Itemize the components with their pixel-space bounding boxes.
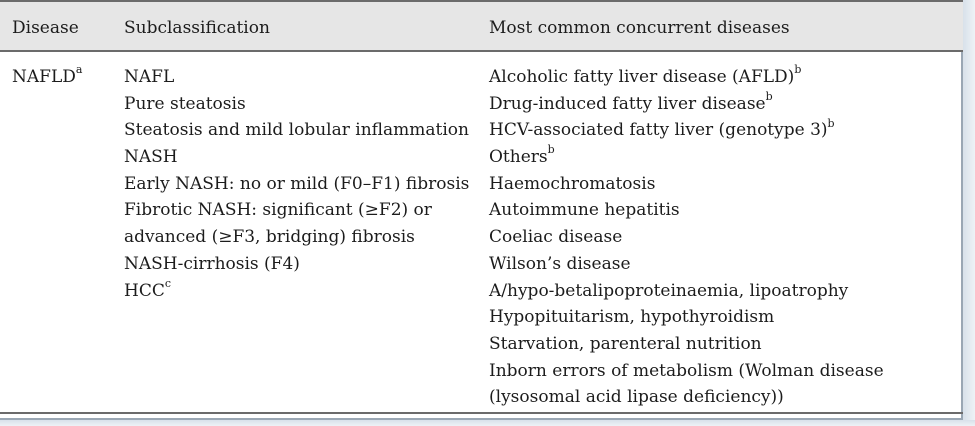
concurrent-disease-item (489, 331, 884, 358)
concurrent-disease-item-footnote-mark: b (765, 90, 773, 104)
header-disease: Disease (12, 18, 79, 38)
concurrent-disease-item-footnote-mark: b (794, 63, 802, 77)
concurrent-disease-item (489, 224, 884, 251)
disease-footnote-mark: a (75, 63, 83, 77)
concurrent-disease-item-text: Coeliac disease (489, 227, 623, 248)
subclassification-item-text: Pure steatosis (124, 93, 246, 114)
concurrent-disease-item-text: Hypopituitarism, hypothyroidism (489, 307, 775, 328)
concurrent-diseases-cell (489, 64, 884, 411)
subclassification-item-text: NAFL (124, 67, 175, 87)
header-concurrent-diseases: Most common concurrent diseases (489, 18, 790, 38)
concurrent-disease-item (489, 144, 884, 171)
subclassification-item-text: Fibrotic NASH: significant (≥F2) or (124, 200, 432, 221)
concurrent-disease-item (489, 171, 884, 198)
subclassification-item (124, 278, 469, 305)
concurrent-disease-item-text: A/hypo-betalipoproteinaemia, lipoatrophy (489, 280, 849, 301)
disease-cell (12, 64, 82, 91)
table-bottom-rule (0, 412, 963, 414)
concurrent-disease-item (489, 251, 884, 278)
subclassification-item-text: HCC (124, 280, 165, 301)
subclassification-item-text: NASH-cirrhosis (F4) (124, 253, 300, 274)
subclassification-item-footnote-mark: c (164, 276, 172, 290)
frame-shadow-right (963, 0, 975, 426)
concurrent-disease-item-text: HCV-associated fatty liver (genotype 3) (489, 120, 828, 141)
concurrent-disease-item (489, 197, 884, 224)
concurrent-disease-item-text: (lysosomal acid lipase deficiency)) (489, 387, 784, 408)
subclassification-item-text: Steatosis and mild lobular inflammation (124, 120, 469, 141)
disease-name (12, 64, 82, 91)
concurrent-disease-item (489, 358, 884, 385)
concurrent-disease-item-text: Drug-induced fatty liver disease (489, 93, 766, 114)
subclassification-item (124, 144, 469, 171)
concurrent-disease-item-text: Others (489, 147, 548, 168)
header-subclassification: Subclassification (124, 18, 270, 38)
concurrent-disease-item (489, 384, 884, 411)
subclassification-item (124, 91, 469, 118)
subclassification-item (124, 224, 469, 251)
subclassification-item-text: Early NASH: no or mild (F0–F1) fibrosis (124, 173, 470, 194)
concurrent-disease-item (489, 117, 884, 144)
concurrent-disease-item-text: Haemochromatosis (489, 173, 656, 194)
concurrent-disease-item-text: Wilson’s disease (489, 253, 631, 274)
table-header-row (0, 0, 963, 52)
concurrent-disease-item (489, 304, 884, 331)
subclassification-item (124, 64, 469, 91)
subclassification-item (124, 171, 469, 198)
concurrent-disease-item-text: Autoimmune hepatitis (489, 200, 680, 221)
concurrent-disease-item-footnote-mark: b (547, 143, 555, 157)
concurrent-disease-item-text: Alcoholic fatty liver disease (AFLD) (489, 67, 795, 87)
disease-name-text: NAFLD (12, 67, 76, 87)
subclassification-item (124, 251, 469, 278)
subclassification-item (124, 117, 469, 144)
concurrent-disease-item-text: Starvation, parenteral nutrition (489, 333, 762, 354)
subclassification-item-text: advanced (≥F3, bridging) fibrosis (124, 227, 415, 248)
concurrent-disease-item (489, 91, 884, 118)
concurrent-disease-item-text: Inborn errors of metabolism (Wolman disease (489, 360, 884, 381)
concurrent-disease-item (489, 278, 884, 305)
frame-shadow-bottom (0, 420, 975, 426)
concurrent-disease-item (489, 64, 884, 91)
subclassification-item-text: NASH (124, 147, 178, 168)
concurrent-disease-item-footnote-mark: b (827, 116, 835, 130)
subclassification-item (124, 197, 469, 224)
subclassification-cell (124, 64, 469, 304)
